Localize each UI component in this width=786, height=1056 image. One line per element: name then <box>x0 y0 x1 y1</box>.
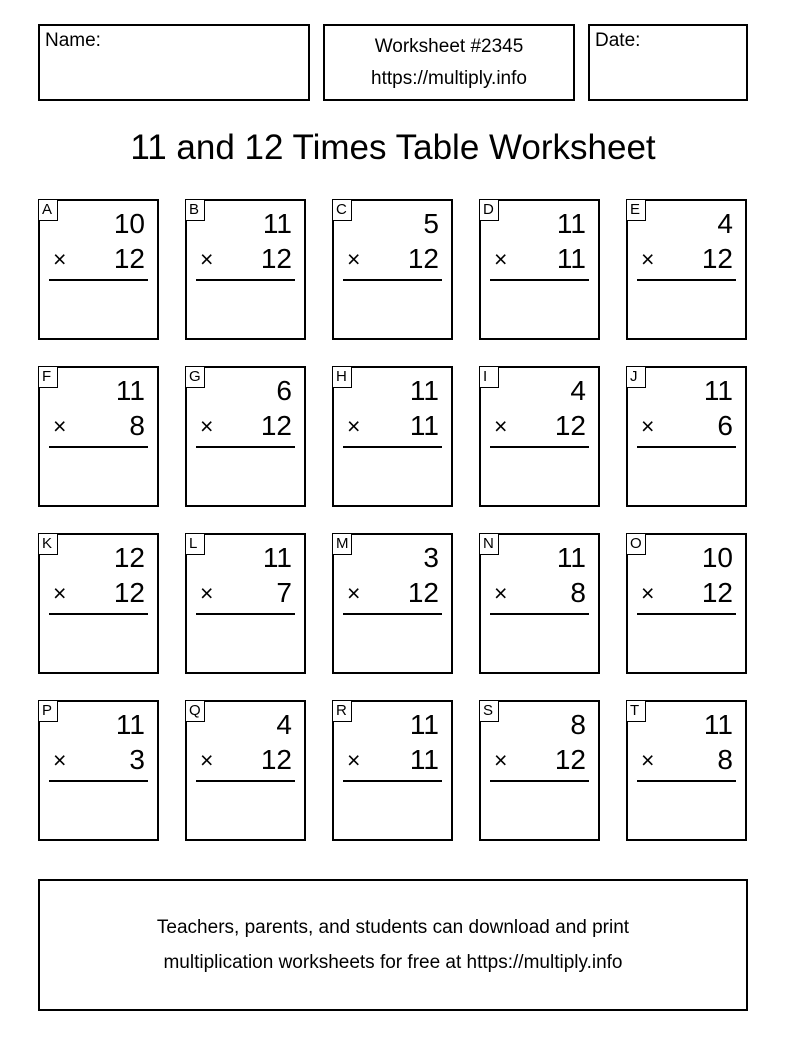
problem-letter: C <box>332 199 352 221</box>
problem-card[interactable] <box>479 533 600 674</box>
problem-letter: E <box>626 199 646 221</box>
multiply-sign: × <box>494 747 508 773</box>
problem-card[interactable] <box>185 700 306 841</box>
problem-top-number: 11 <box>409 709 439 740</box>
problem-bottom-number: 8 <box>570 577 586 608</box>
worksheet-number: Worksheet #2345 <box>374 35 524 57</box>
multiply-sign: × <box>494 413 508 439</box>
problem-bottom-number: 11 <box>409 744 439 775</box>
problem-top-number: 11 <box>262 208 292 239</box>
problem-top-number: 11 <box>115 709 145 740</box>
problem-top-number: 4 <box>717 208 733 239</box>
problem-letter: R <box>332 700 352 722</box>
problem-top-number: 11 <box>703 709 733 740</box>
problem-top-number: 11 <box>703 375 733 406</box>
multiply-sign: × <box>641 413 655 439</box>
problem-letter: H <box>332 366 352 388</box>
problem-top-number: 4 <box>276 709 292 740</box>
problem-top-number: 4 <box>570 375 586 406</box>
problem-top-number: 6 <box>276 375 292 406</box>
answer-line <box>490 279 589 281</box>
problem-card[interactable] <box>185 533 306 674</box>
problem-card[interactable] <box>185 366 306 507</box>
footer-line-1: Teachers, parents, and students can download and print <box>156 917 630 938</box>
problem-letter: N <box>479 533 499 555</box>
answer-line <box>343 613 442 615</box>
problem-card[interactable] <box>332 533 453 674</box>
answer-line <box>49 279 148 281</box>
problem-card[interactable] <box>479 199 600 340</box>
problem-bottom-number: 8 <box>129 410 145 441</box>
problem-card[interactable] <box>626 199 747 340</box>
answer-line <box>637 446 736 448</box>
problem-top-number: 11 <box>556 542 586 573</box>
problem-card[interactable] <box>38 366 159 507</box>
problem-letter: S <box>479 700 499 722</box>
problem-grid <box>38 199 748 841</box>
problem-letter: I <box>479 366 499 388</box>
multiply-sign: × <box>200 246 214 272</box>
footer-box <box>38 879 748 1011</box>
multiply-sign: × <box>494 246 508 272</box>
multiply-sign: × <box>200 747 214 773</box>
problem-bottom-number: 12 <box>407 243 439 274</box>
problem-letter: M <box>332 533 352 555</box>
problem-top-number: 3 <box>423 542 439 573</box>
problem-card[interactable] <box>626 366 747 507</box>
problem-card[interactable] <box>626 533 747 674</box>
multiply-sign: × <box>347 246 361 272</box>
problem-bottom-number: 12 <box>554 744 586 775</box>
worksheet-url: https://multiply.info <box>371 67 527 89</box>
multiply-sign: × <box>53 246 67 272</box>
answer-line <box>196 279 295 281</box>
problem-letter: O <box>626 533 646 555</box>
multiply-sign: × <box>641 246 655 272</box>
problem-bottom-number: 12 <box>701 577 733 608</box>
answer-line <box>490 613 589 615</box>
answer-line <box>196 780 295 782</box>
answer-line <box>637 613 736 615</box>
problem-card[interactable] <box>38 199 159 340</box>
problem-card[interactable] <box>332 700 453 841</box>
multiply-sign: × <box>53 580 67 606</box>
answer-line <box>343 446 442 448</box>
problem-card[interactable] <box>38 533 159 674</box>
problem-card[interactable] <box>38 700 159 841</box>
problem-bottom-number: 12 <box>113 577 145 608</box>
problem-top-number: 10 <box>701 542 733 573</box>
multiply-sign: × <box>53 747 67 773</box>
problem-letter: K <box>38 533 58 555</box>
problem-top-number: 11 <box>556 208 586 239</box>
answer-line <box>343 279 442 281</box>
name-field-box[interactable] <box>38 24 310 101</box>
problem-card[interactable] <box>185 199 306 340</box>
answer-line <box>196 613 295 615</box>
multiply-sign: × <box>200 580 214 606</box>
problem-bottom-number: 3 <box>129 744 145 775</box>
problem-bottom-number: 12 <box>113 243 145 274</box>
problem-bottom-number: 6 <box>717 410 733 441</box>
worksheet-info-box <box>323 24 575 101</box>
answer-line <box>490 780 589 782</box>
problem-top-number: 11 <box>115 375 145 406</box>
problem-bottom-number: 12 <box>260 243 292 274</box>
problem-bottom-number: 12 <box>260 744 292 775</box>
problem-letter: D <box>479 199 499 221</box>
answer-line <box>196 446 295 448</box>
multiply-sign: × <box>494 580 508 606</box>
problem-letter: T <box>626 700 646 722</box>
problem-letter: L <box>185 533 205 555</box>
problem-card[interactable] <box>332 366 453 507</box>
answer-line <box>49 780 148 782</box>
problem-top-number: 11 <box>409 375 439 406</box>
multiply-sign: × <box>641 747 655 773</box>
problem-bottom-number: 11 <box>409 410 439 441</box>
multiply-sign: × <box>347 580 361 606</box>
problem-letter: J <box>626 366 646 388</box>
multiply-sign: × <box>347 747 361 773</box>
problem-bottom-number: 11 <box>556 243 586 274</box>
problem-letter: F <box>38 366 58 388</box>
problem-top-number: 8 <box>570 709 586 740</box>
problem-bottom-number: 12 <box>701 243 733 274</box>
answer-line <box>490 446 589 448</box>
problem-top-number: 5 <box>423 208 439 239</box>
problem-top-number: 11 <box>262 542 292 573</box>
problem-card[interactable] <box>479 366 600 507</box>
problem-top-number: 12 <box>113 542 145 573</box>
footer-line-2: multiplication worksheets for free at https://multiply.info <box>163 952 623 973</box>
problem-letter: P <box>38 700 58 722</box>
multiply-sign: × <box>53 413 67 439</box>
problem-bottom-number: 12 <box>407 577 439 608</box>
problem-card[interactable] <box>479 700 600 841</box>
worksheet-title: 11 and 12 Times Table Worksheet <box>130 128 656 167</box>
problem-bottom-number: 12 <box>554 410 586 441</box>
name-label: Name: <box>45 30 101 51</box>
problem-bottom-number: 7 <box>276 577 292 608</box>
answer-line <box>49 613 148 615</box>
date-label: Date: <box>595 30 641 51</box>
answer-line <box>637 780 736 782</box>
multiply-sign: × <box>347 413 361 439</box>
problem-letter: Q <box>185 700 205 722</box>
problem-card[interactable] <box>626 700 747 841</box>
problem-letter: G <box>185 366 205 388</box>
date-field-box[interactable] <box>588 24 748 101</box>
multiply-sign: × <box>200 413 214 439</box>
problem-top-number: 10 <box>113 208 145 239</box>
problem-bottom-number: 8 <box>717 744 733 775</box>
problem-card[interactable] <box>332 199 453 340</box>
answer-line <box>637 279 736 281</box>
answer-line <box>49 446 148 448</box>
answer-line <box>343 780 442 782</box>
problem-letter: A <box>38 199 58 221</box>
problem-letter: B <box>185 199 205 221</box>
multiply-sign: × <box>641 580 655 606</box>
problem-bottom-number: 12 <box>260 410 292 441</box>
